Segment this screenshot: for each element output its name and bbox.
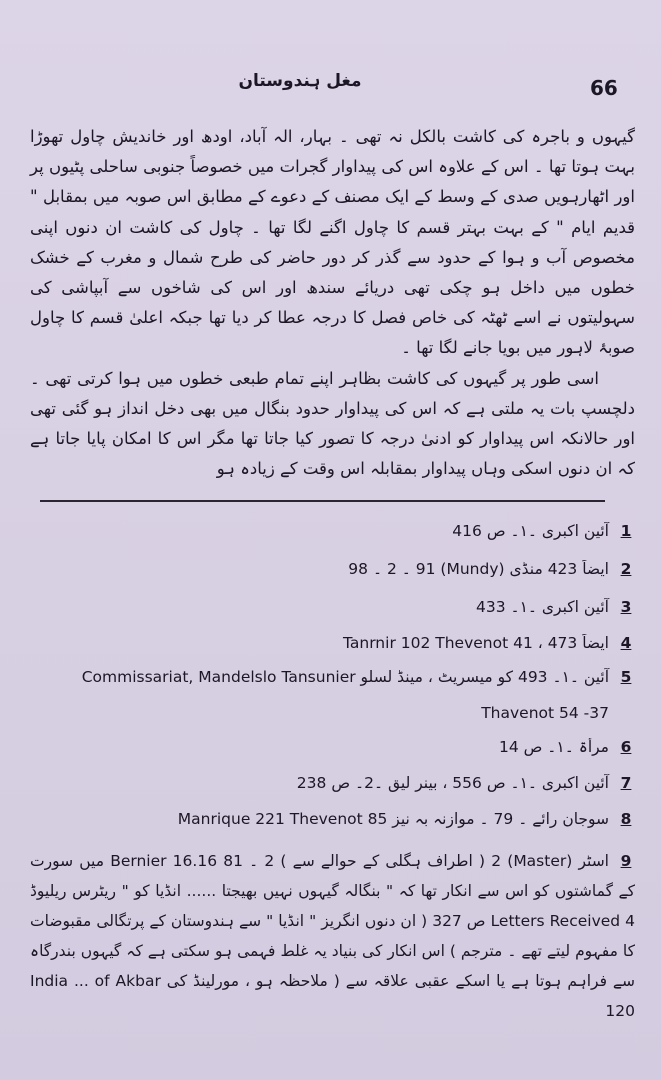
footnote-text: ایضاً 473 ، Tanrnir 102 Thevenot 41 [342,634,609,652]
footnote-number: 9 [620,852,632,870]
footnote-text: آئین اکبری ۔۱۔ 433 [475,598,609,616]
footnote-divider [40,500,605,502]
footnote-text: Thavenot 54 -37 [481,704,609,722]
footnote-text: آئین اکبری ۔۱۔ ص 556 ، بینر لیق ۔2۔ ص 238 [296,774,609,792]
footnote-number: 5 [620,668,632,686]
footnote [30,738,635,768]
footnote-text: آئین ۔۱۔ 493 کو میسریٹ ، مینڈ لسلو Commissariat, Mandelslo Tansunier [81,668,609,686]
footnote-text: سوجان رائے ۔ 79 ۔ موازنہ بہ نیز Manrique 221 Thevenot 85 [177,810,609,828]
footnote [30,774,635,804]
footnote-number: 8 [620,810,632,828]
footnote-text: ایضاً 423 منڈی (Mundy) 91 ۔ 2 ۔ 98 [348,560,609,578]
page-number: 66 [590,76,618,100]
footnote [30,560,635,590]
footnote-text: آئین اکبری ۔۱۔ ص 416 [452,522,609,540]
footnote-number: 3 [620,598,632,616]
footnote [30,846,635,1026]
footnote-number: 7 [620,774,632,792]
footnote [30,704,635,734]
footnote [30,668,635,698]
footnote [30,634,635,664]
paragraph: گیہوں و باجرہ کی کاشت بالکل نہ تھی ۔ بہار، الہ آباد، اودھ اور خاندیش چاول تھوڑا بہت ہوتا تھا ۔ اس کے علاوہ اس کی پیداوار گجرات میں خصوصاً جنوبی ساحلی پٹیوں پر اور اٹھارہویں صدی کے وسط کے ایک مصنف کے دعوے کے مطابق اس صوبہ میں بمقابل " قدیم ایام " کے بہت بہتر قسم کا چاول اگنے لگا تھا ۔ چاول کی کاشت ان دنوں اپنی مخصوص آب و ہوا کے حدود سے گذر کر دور حاضر کی طرح شمال و مغرب کے خشک خطوں میں داخل ہو چکی تھی دریائے سندھ اور اس کی شاخوں سے آبپاشی کی سہولیتوں نے اسے ٹھٹہ کی خاص فصل کا درجہ عطا کر دیا تھا جبکہ اعلیٰ قسم کا چاول صوبۂ لاہور میں بویا جانے لگا تھا ۔ [30,127,635,358]
footnote-number: 6 [620,738,632,756]
paragraph: اسی طور پر گیہوں کی کاشت بظاہر اپنے تمام طبعی خطوں میں ہوا کرتی تھی ۔ دلچسپ بات یہ ملتی ہے کہ اس کی پیداوار حدود بنگال میں بھی دخل انداز ہو گئی تھی اور حالانکہ اس پیداوار کو ادنیٰ درجہ کا تصور کیا جاتا تھا مگر اس کا امکان پایا جاتا ہے کہ ان دنوں اسکی وہاں پیداوار بمقابلہ اس وقت کے زیادہ ہو [30,368,635,479]
main-text [30,122,635,484]
footnote [30,522,635,552]
footnote-text: اسٹر (Master) 2 ( اطراف ہگلی کے حوالے سے ) 2 ۔ 81 Bernier 16.16 میں سورت کے گماشتوں کو اس سے انکار تھا کہ " بنگالہ گیہوں نہیں بھیجتا ...... انڈیا کو " ریٹرس ریلیوڈ Letters Received 4 ص 327 ( ان دنوں انگریز " انڈیا " سے ہندوستان کے پرتگالی مقبوضات کا مفہوم لیتے تھے ۔ مترجم ) اس انکار کی بنیاد یہ غلط فہمی ہو سکتی ہے کہ گیہوں بندرگاہ سے فراہم ہوتا ہے یا اسکے عقبی علاقہ سے ( ملاحظہ ہو ، مورلینڈ کی India ... of Akbar 120 [30,852,635,1020]
footnote-number: 1 [620,522,632,540]
running-head: مغل ہندوستان [238,71,362,91]
footnote-text: مرأۃ ۔۱۔ ص 14 [498,738,609,756]
footnote-number: 2 [620,560,632,578]
footnote [30,810,635,840]
footnote [30,598,635,628]
page-header [0,70,661,110]
footnote-number: 4 [620,634,632,652]
